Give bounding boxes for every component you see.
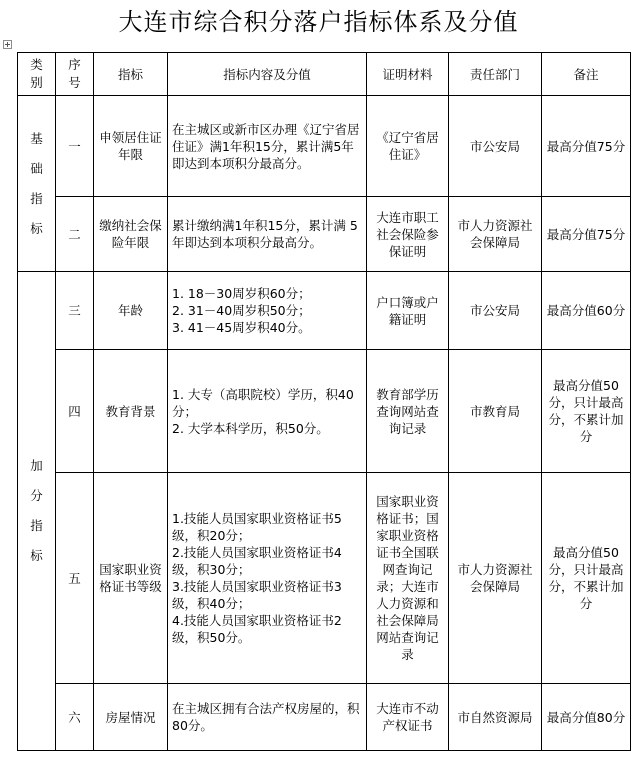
row-indicator: 申领居住证年限: [94, 96, 168, 197]
content-list-item: 1. 18－30周岁积60分；: [172, 286, 311, 301]
content-list-item: 2.技能人员国家职业资格证书4级，积30分；: [172, 545, 342, 577]
row-seq: 五: [56, 473, 94, 684]
header-row: [18, 53, 631, 96]
table-row: [18, 350, 631, 473]
row-remark: 最高分值75分: [542, 197, 631, 272]
header-department: 责任部门: [449, 53, 542, 96]
content-list-item: 1.技能人员国家职业资格证书5级，积20分；: [172, 511, 342, 543]
row-indicator: 国家职业资格证书等级: [94, 473, 168, 684]
points-table: [17, 52, 631, 751]
table-row: [18, 96, 631, 197]
content-list-item: 3. 41－45周岁积40分。: [172, 320, 311, 335]
content-list-item: 2. 大学本科学历，积50分。: [172, 420, 329, 436]
content-list-item: 2. 31－40周岁积50分；: [172, 303, 311, 318]
row-remark: 最高分值50分，只计最高分，不累计加分: [542, 473, 631, 684]
row-content: 在主城区拥有合法产权房屋的，积80分。: [168, 684, 367, 751]
row-seq: 二: [56, 197, 94, 272]
header-indicator: 指标: [94, 53, 168, 96]
row-department: 市自然资源局: [449, 684, 542, 751]
table-row: [18, 197, 631, 272]
content-list-item: 4.技能人员国家职业资格证书2级，积50分。: [172, 613, 342, 645]
document-title: 大连市综合积分落户指标体系及分值: [118, 8, 519, 36]
row-seq: 四: [56, 350, 94, 473]
row-proof: 国家职业资格证书；国家职业资格证书全国联网查询记录；大连市人力资源和社会保障局网站查询记录: [367, 473, 449, 684]
row-department: 市教育局: [449, 350, 542, 473]
header-content: 指标内容及分值: [168, 53, 367, 96]
row-proof: 大连市职工社会保险参保证明: [367, 197, 449, 272]
row-proof: 教育部学历查询网站查询记录: [367, 350, 449, 473]
content-list-item: 1. 大专（高职院校）学历，积40分；: [172, 386, 354, 419]
table-row: [18, 272, 631, 350]
row-department: 市公安局: [449, 96, 542, 197]
row-content: [168, 350, 367, 473]
row-seq: 六: [56, 684, 94, 751]
row-department: 市公安局: [449, 272, 542, 350]
row-content: [168, 473, 367, 684]
row-remark: 最高分值80分: [542, 684, 631, 751]
table-row: [18, 684, 631, 751]
row-seq: 三: [56, 272, 94, 350]
row-indicator: 教育背景: [94, 350, 168, 473]
category-bonus: 加 分 指 标: [18, 272, 56, 751]
row-department: 市人力资源社会保障局: [449, 473, 542, 684]
row-remark: 最高分值75分: [542, 96, 631, 197]
row-proof: 大连市不动产权证书: [367, 684, 449, 751]
row-indicator: 房屋情况: [94, 684, 168, 751]
header-seq: 序 号: [56, 53, 94, 96]
row-indicator: 缴纳社会保险年限: [94, 197, 168, 272]
header-remark: 备注: [542, 53, 631, 96]
row-remark: 最高分值60分: [542, 272, 631, 350]
row-remark: 最高分值50分，只计最高分，不累计加分: [542, 350, 631, 473]
row-content: [168, 272, 367, 350]
row-department: 市人力资源社会保障局: [449, 197, 542, 272]
content-list-item: 3.技能人员国家职业资格证书3级，积40分；: [172, 579, 342, 611]
row-indicator: 年龄: [94, 272, 168, 350]
row-proof: 《辽宁省居住证》: [367, 96, 449, 197]
row-proof: 户口簿或户籍证明: [367, 272, 449, 350]
row-content: 累计缴纳满1年积15分，累计满 5 年即达到本项积分最高分。: [168, 197, 367, 272]
header-category: 类 别: [18, 53, 56, 96]
row-seq: 一: [56, 96, 94, 197]
header-proof: 证明材料: [367, 53, 449, 96]
table-move-handle-icon[interactable]: [3, 40, 12, 49]
table-row: [18, 473, 631, 684]
row-content: 在主城区或新市区办理《辽宁省居住证》满1年积15分，累计满5年即达到本项积分最高分。: [168, 96, 367, 197]
category-basic: 基 础 指 标: [18, 96, 56, 272]
